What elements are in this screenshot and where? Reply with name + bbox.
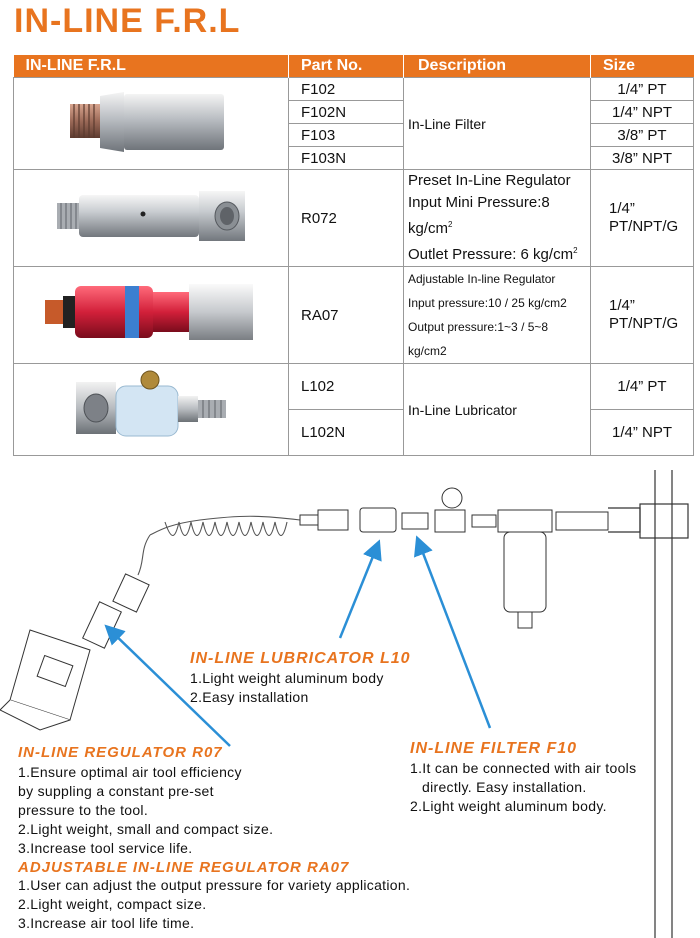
table-row xyxy=(14,170,694,267)
header-part-no: Part No. xyxy=(289,55,404,78)
regulator-desc-line1: Preset In-Line Regulator xyxy=(408,172,571,189)
frl-table xyxy=(13,55,694,456)
page-title: IN-LINE F.R.L xyxy=(14,2,241,40)
regulator-outlet-pressure: Outlet Pressure: 6 kg/cm xyxy=(408,246,574,263)
tool-and-regulator xyxy=(0,574,149,730)
part-f102n: F102N xyxy=(289,101,404,124)
superscript: 2 xyxy=(573,246,578,255)
regulator-line5: 3.Increase tool service life. xyxy=(18,840,193,856)
lubricator-icon xyxy=(66,366,236,450)
size-f103n: 3/8” NPT xyxy=(591,147,694,170)
regulator-size-line1: 1/4” xyxy=(609,200,635,217)
adjustable-desc-line3: Output pressure:1~3 / 5~8 kg/cm2 xyxy=(408,320,549,358)
part-ra07: RA07 xyxy=(289,267,404,364)
size-f102: 1/4” PT xyxy=(591,78,694,101)
regulator-line4: 2.Light weight, small and compact size. xyxy=(18,821,274,837)
part-l102n: L102N xyxy=(289,410,404,456)
lubricator-callout-title: IN-LINE LUBRICATOR L10 xyxy=(190,650,411,667)
adjustable-line3: 3.Increase air tool life time. xyxy=(18,915,195,931)
filter-description: In-Line Filter xyxy=(404,78,591,170)
adjustable-line1: 1.User can adjust the output pressure for variety application. xyxy=(18,877,411,893)
fittings-line xyxy=(300,488,608,628)
filter-product-image xyxy=(14,78,289,170)
regulator-description xyxy=(404,170,591,267)
regulator-size-line2: PT/NPT/G xyxy=(609,218,679,235)
table-header-row xyxy=(14,55,694,78)
regulator-line3: pressure to the tool. xyxy=(18,802,149,818)
adjustable-line2: 2.Light weight, compact size. xyxy=(18,896,207,912)
table-row xyxy=(14,78,694,101)
regulator-input-pressure: Input Mini Pressure:8 kg/cm xyxy=(408,194,550,237)
part-f103: F103 xyxy=(289,124,404,147)
adjustable-size-line2: PT/NPT/G xyxy=(609,315,679,332)
adjustable-description xyxy=(404,267,591,364)
size-l102: 1/4” PT xyxy=(591,364,694,410)
filter-line2: directly. Easy installation. xyxy=(422,779,587,795)
part-l102: L102 xyxy=(289,364,404,410)
filter-line1: 1.It can be connected with air tools xyxy=(410,760,637,776)
size-f102n: 1/4” NPT xyxy=(591,101,694,124)
adjustable-size xyxy=(591,267,694,364)
filter-callout-text xyxy=(410,759,636,816)
regulator-line2: by suppling a constant pre-set xyxy=(18,783,214,799)
size-f103: 3/8” PT xyxy=(591,124,694,147)
filter-callout-title: IN-LINE FILTER F10 xyxy=(410,740,578,757)
table-row xyxy=(14,267,694,364)
superscript: 2 xyxy=(448,220,453,229)
adjustable-product-image xyxy=(14,267,289,364)
regulator-line1: 1.Ensure optimal air tool efficiency xyxy=(18,764,242,780)
part-r072: R072 xyxy=(289,170,404,267)
adjustable-desc-line1: Adjustable In-line Regulator xyxy=(408,272,556,286)
regulator-desc-line2 xyxy=(408,192,590,240)
regulator-callout-title: IN-LINE REGULATOR R07 xyxy=(18,744,223,761)
filter-icon xyxy=(66,82,236,162)
header-product: IN-LINE F.R.L xyxy=(14,55,289,78)
adjustable-callout-title: ADJUSTABLE IN-LINE REGULATOR RA07 xyxy=(18,859,350,876)
lubricator-callout-text xyxy=(190,669,384,707)
lubricator-line1: 1.Light weight aluminum body xyxy=(190,670,384,686)
adjustable-regulator-icon xyxy=(41,278,261,348)
lubricator-description: In-Line Lubricator xyxy=(404,364,591,456)
adjustable-size-line1: 1/4” xyxy=(609,297,635,314)
header-description: Description xyxy=(404,55,591,78)
regulator-icon xyxy=(51,181,251,251)
adjustable-callout-text xyxy=(18,876,410,933)
regulator-product-image xyxy=(14,170,289,267)
regulator-callout-text xyxy=(18,763,273,858)
lubricator-line2: 2.Easy installation xyxy=(190,689,309,705)
filter-line3: 2.Light weight aluminum body. xyxy=(410,798,607,814)
air-pipe xyxy=(608,470,688,938)
adjustable-desc-line2: Input pressure:10 / 25 kg/cm2 xyxy=(408,296,567,310)
lubricator-product-image xyxy=(14,364,289,456)
coiled-hose xyxy=(138,516,300,575)
part-f102: F102 xyxy=(289,78,404,101)
part-f103n: F103N xyxy=(289,147,404,170)
regulator-desc-line3 xyxy=(408,240,590,266)
callout-arrows xyxy=(108,540,490,746)
header-size: Size xyxy=(591,55,694,78)
table-row xyxy=(14,364,694,410)
size-l102n: 1/4” NPT xyxy=(591,410,694,456)
regulator-size xyxy=(591,170,694,267)
